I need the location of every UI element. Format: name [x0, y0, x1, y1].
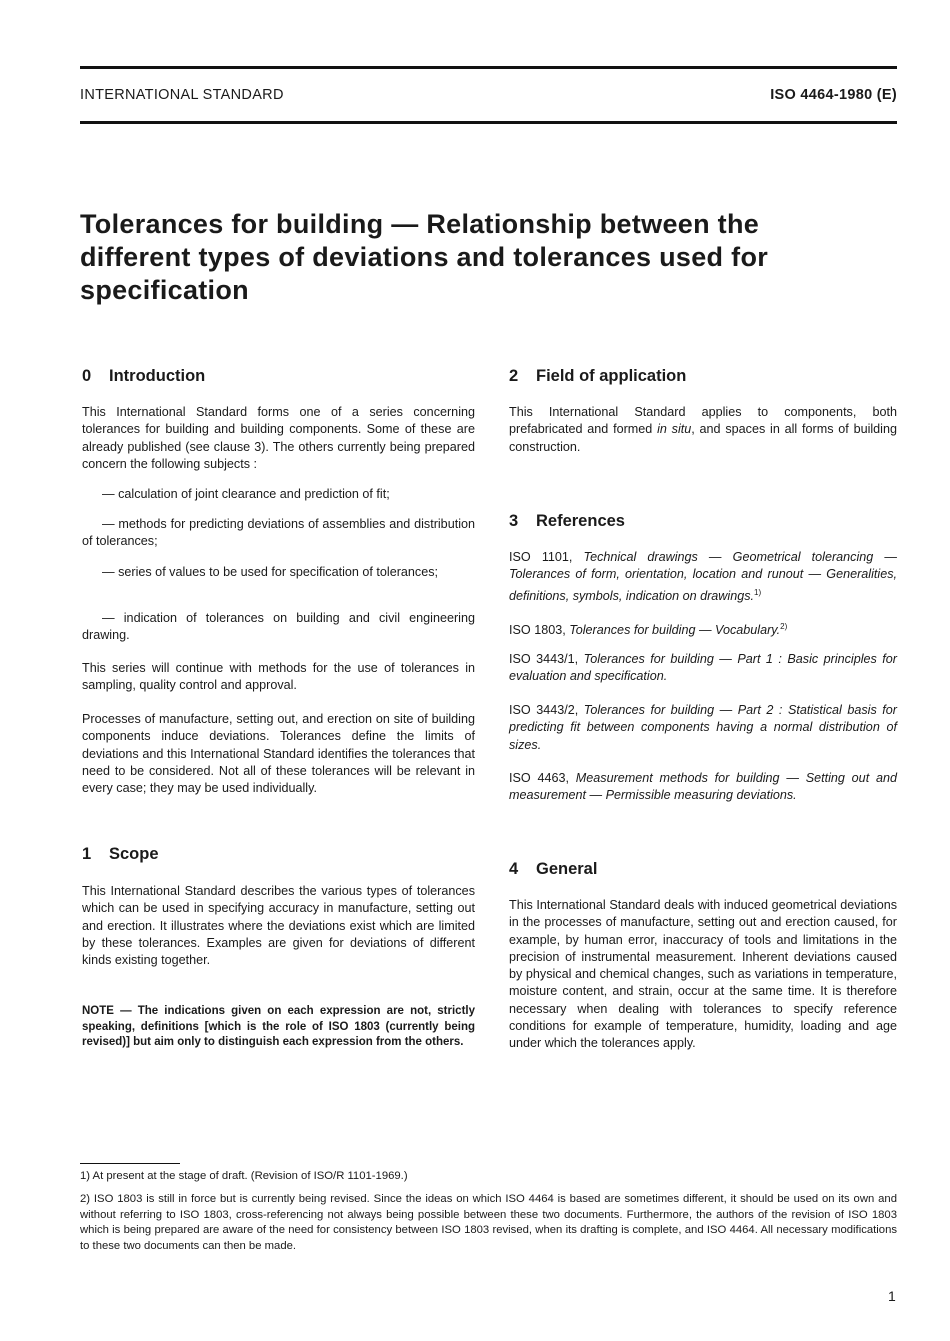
- title-line-1: Tolerances for building — Relationship between the: [80, 209, 760, 239]
- section-2-title: Field of application: [536, 367, 687, 385]
- section-4-title: General: [536, 860, 598, 878]
- section-1-number: 1: [82, 845, 92, 863]
- reference-title: Technical drawings — Geometrical tolerancing — Tolerances of form, orientation, location and runout — Generalities, definitions, symbols, indication on drawings.: [509, 550, 897, 603]
- reference-id: ISO 1101,: [509, 550, 584, 564]
- reference-item: [509, 618, 897, 639]
- section-2-heading: [509, 368, 686, 385]
- reference-title: Tolerances for building — Part 1 : Basic principles for evaluation and specification.: [509, 652, 897, 684]
- title-line-3: specification: [80, 275, 249, 305]
- reference-item: [509, 651, 897, 686]
- reference-item: [509, 702, 897, 754]
- field-text-a: This International Standard applies to components, both prefabricated and formed: [509, 405, 897, 437]
- reference-item: [509, 549, 897, 605]
- intro-list-item-4: — indication of tolerances on building and civil engineering drawing.: [82, 611, 475, 643]
- reference-title: Measurement methods for building — Setting out and measurement — Permissible measuring deviations.: [509, 771, 897, 803]
- page-number: 1: [888, 1288, 896, 1304]
- intro-paragraph-3: Processes of manufacture, setting out, and erection on site of building components induce deviations. Tolerances define the limits of deviations and this International Standard identifies the tolerances that need to be considered. Not all of these tolerances will be relevant in every case; they may be used individually.: [82, 712, 475, 796]
- scope-paragraph-1: This International Standard describes the various types of tolerances which can be used in specifying accuracy in manufacture, setting out and erection. It illustrates where the deviations exist which are limited by these tolerances. Examples are given for deviations of different kinds existing together.: [82, 884, 475, 968]
- section-3-number: 3: [509, 512, 519, 530]
- intro-list-item-3: — series of values to be used for specification of tolerances;: [102, 565, 439, 579]
- header-standard-number: ISO 4464-1980 (E): [770, 87, 897, 103]
- section-3-heading: [509, 513, 625, 530]
- section-0-heading: [82, 368, 205, 385]
- footnote-1: 1) At present at the stage of draft. (Revision of ISO/R 1101-1969.): [80, 1170, 408, 1182]
- note-label: NOTE —: [82, 1005, 132, 1017]
- section-2-number: 2: [509, 367, 519, 385]
- intro-paragraph-1: This International Standard forms one of a series concerning tolerances for building and building components. Some of these are already published (see clause 3). The others currently being prepared concern the following subjects :: [82, 405, 475, 471]
- reference-id: ISO 4463,: [509, 771, 576, 785]
- header-standard-label: INTERNATIONAL STANDARD: [80, 87, 284, 103]
- footnote-2: 2) ISO 1803 is still in force but is currently being revised. Since the ideas on which ISO 4464 is based are sometimes different, it should be used on its own and without referring to ISO 1803, cross-referencing not always being possible between these two documents. Furthermore, the authors of the revision of ISO 1803 which is being prepared are aware of the need for consistency between ISO 1803 revised, when its drafting is complete, and ISO 4464. All necessary modifications to these two documents can then be made.: [80, 1193, 897, 1252]
- section-0-number: 0: [82, 367, 92, 385]
- reference-title: Tolerances for building — Part 2 : Statistical basis for predicting fit between components having a normal distribution of sizes.: [509, 703, 897, 752]
- section-1-title: Scope: [109, 845, 159, 863]
- section-4-heading: [509, 861, 597, 878]
- section-3-title: References: [536, 512, 625, 530]
- intro-paragraph-2: This series will continue with methods for the use of tolerances in sampling, quality control and approval.: [82, 661, 475, 693]
- field-text-in-situ: in situ: [657, 422, 692, 437]
- field-paragraph-1: [509, 404, 897, 456]
- intro-list-item-2: — methods for predicting deviations of assemblies and distribution of tolerances;: [82, 517, 475, 549]
- note-text: The indications given on each expression are not, strictly speaking, definitions [which is the role of ISO 1803 (currently being revised)] but aim only to distinguish each expression from the others.: [82, 1005, 475, 1048]
- reference-title: Tolerances for building — Vocabulary.: [569, 623, 781, 638]
- reference-footnote-mark: 1): [754, 587, 762, 597]
- left-column: [82, 0, 475, 1100]
- section-0-title: Introduction: [109, 367, 206, 385]
- section-1-heading: [82, 846, 159, 863]
- right-column: [509, 0, 897, 1100]
- scope-note: [82, 1004, 475, 1051]
- reference-item: [509, 770, 897, 805]
- reference-id: ISO 1803,: [509, 623, 570, 638]
- reference-id: ISO 3443/1,: [509, 652, 584, 666]
- section-4-number: 4: [509, 860, 519, 878]
- intro-list-item-1: — calculation of joint clearance and prediction of fit;: [102, 487, 390, 501]
- general-paragraph-1: This International Standard deals with induced geometrical deviations in the processes of manufacture, setting out and erection caused, for example, by human error, inaccuracy of tools and limitations in the precision of instrumental measurement. Inherent deviations caused by physical and chemical changes, such as variations in temperature, moisture content, and strain, occur at the same time. It is therefore necessary when dealing with tolerances to specify reference conditions for example of temperature, humidity, loading and age under which the tolerances apply.: [509, 898, 897, 1051]
- title-line-2: different types of deviations and tolerances used for: [80, 242, 769, 272]
- footnote-rule: [80, 1163, 180, 1164]
- reference-id: ISO 3443/2,: [509, 703, 584, 717]
- reference-footnote-mark: 2): [780, 622, 788, 631]
- field-text-c: , and spaces in all forms of building construction.: [509, 422, 897, 454]
